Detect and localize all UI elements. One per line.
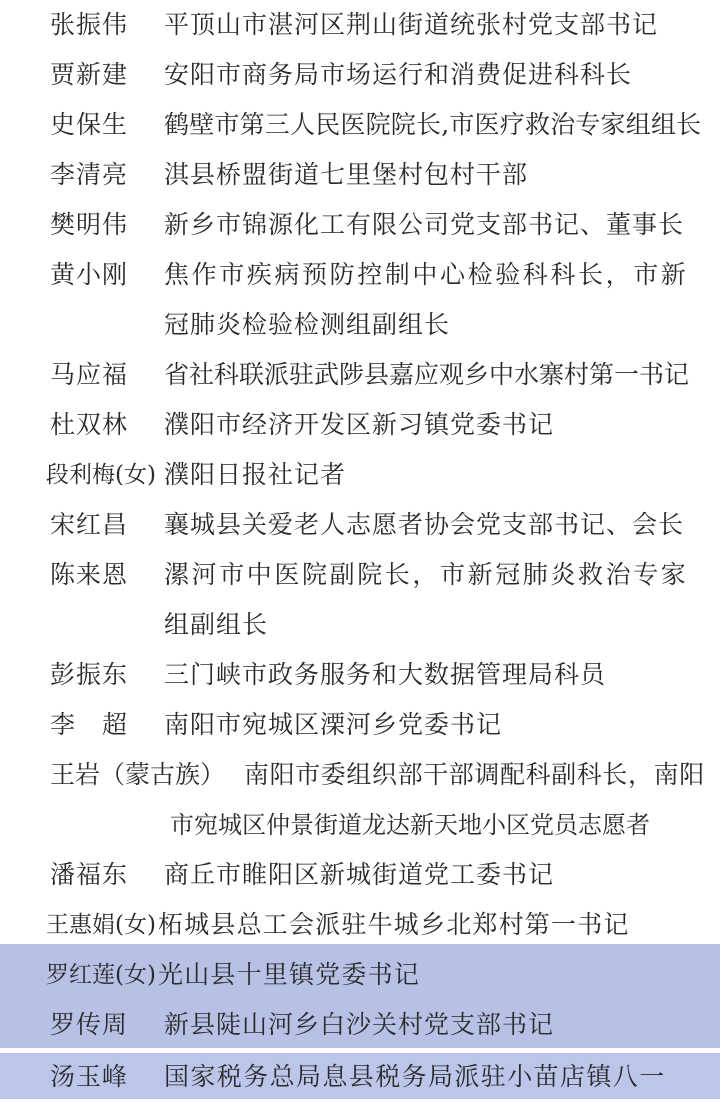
person-name: 陈来恩	[50, 560, 129, 589]
person-name: 汤玉峰	[50, 1062, 129, 1091]
person-name: 宋红昌	[50, 510, 129, 539]
person-name: 王惠娟(女)	[46, 912, 156, 938]
list-item	[0, 700, 720, 750]
person-title: 南阳市宛城区溧河乡党委书记	[164, 710, 503, 739]
person-title: 襄城县关爱老人志愿者协会党支部书记、会长	[164, 510, 685, 539]
person-title: 鹤壁市第三人民医院院长,市医疗救治专家组组长	[164, 110, 702, 139]
list-item	[0, 350, 720, 400]
person-title: 省社科联派驻武陟县嘉应观乡中水寨村第一书记	[164, 360, 690, 389]
person-title: 组副组长	[164, 610, 269, 639]
person-title: 国家税务总局息县税务局派驻小苗店镇八一	[164, 1062, 666, 1091]
person-title: 市宛城区仲景街道龙达新天地小区党员志愿者	[170, 811, 650, 839]
person-title: 新县陡山河乡白沙关村党支部书记	[164, 1010, 555, 1039]
person-name: 罗传周	[50, 1010, 129, 1039]
list-item	[0, 950, 720, 1000]
person-title: 濮阳日报社记者	[164, 460, 347, 489]
person-name: 樊明伟	[50, 210, 129, 239]
person-title: 商丘市睢阳区新城街道党工委书记	[164, 860, 555, 889]
list-item	[0, 900, 720, 950]
person-name: 罗红莲(女)	[46, 962, 156, 988]
person-title: 濮阳市经济开发区新习镇党委书记	[164, 410, 555, 439]
list-item	[0, 1052, 720, 1102]
person-name: 彭振东	[50, 660, 129, 689]
list-item	[0, 750, 720, 800]
person-name: 李 超	[50, 710, 129, 739]
list-item	[0, 400, 720, 450]
person-title: 三门峡市政务服务和大数据管理局科员	[164, 660, 607, 689]
list-item	[0, 600, 720, 650]
list-item	[0, 450, 720, 500]
person-name: 贾新建	[50, 60, 129, 89]
list-item	[0, 550, 720, 600]
person-name: 张振伟	[50, 10, 129, 39]
list-item	[0, 200, 720, 250]
person-title: 柘城县总工会派驻牛城乡北郑村第一书记	[158, 910, 630, 939]
person-name: 段利梅(女)	[46, 462, 156, 488]
person-title: 淇县桥盟街道七里堡村包村干部	[164, 160, 529, 189]
person-title: 光山县十里镇党委书记	[158, 960, 421, 989]
list-item	[0, 250, 720, 300]
person-name: 杜双林	[50, 410, 129, 439]
person-name: 潘福东	[50, 860, 129, 889]
person-title: 冠肺炎检验检测组副组长	[164, 310, 451, 339]
list-item	[0, 650, 720, 700]
list-item	[0, 50, 720, 100]
person-name: 史保生	[50, 110, 129, 139]
person-title: 平顶山市湛河区荆山街道统张村党支部书记	[164, 10, 659, 39]
list-item	[0, 0, 720, 50]
person-name: 王岩（蒙古族）	[50, 760, 226, 789]
person-title: 焦作市疾病预防控制中心检验科科长，市新	[164, 260, 689, 289]
list-item	[0, 150, 720, 200]
person-title: 南阳市委组织部干部调配科副科长，南阳	[244, 760, 705, 789]
person-title: 安阳市商务局市场运行和消费促进科科长	[164, 60, 633, 89]
person-name: 李清亮	[50, 160, 129, 189]
person-title: 漯河市中医院副院长，市新冠肺炎救治专家	[164, 560, 689, 589]
list-item	[0, 800, 720, 850]
person-name: 马应福	[50, 360, 129, 389]
person-name: 黄小刚	[50, 260, 129, 289]
list-item	[0, 300, 720, 350]
person-title: 新乡市锦源化工有限公司党支部书记、董事长	[164, 210, 685, 239]
list-item	[0, 100, 720, 150]
list-item	[0, 1000, 720, 1050]
list-item	[0, 500, 720, 550]
list-item	[0, 850, 720, 900]
